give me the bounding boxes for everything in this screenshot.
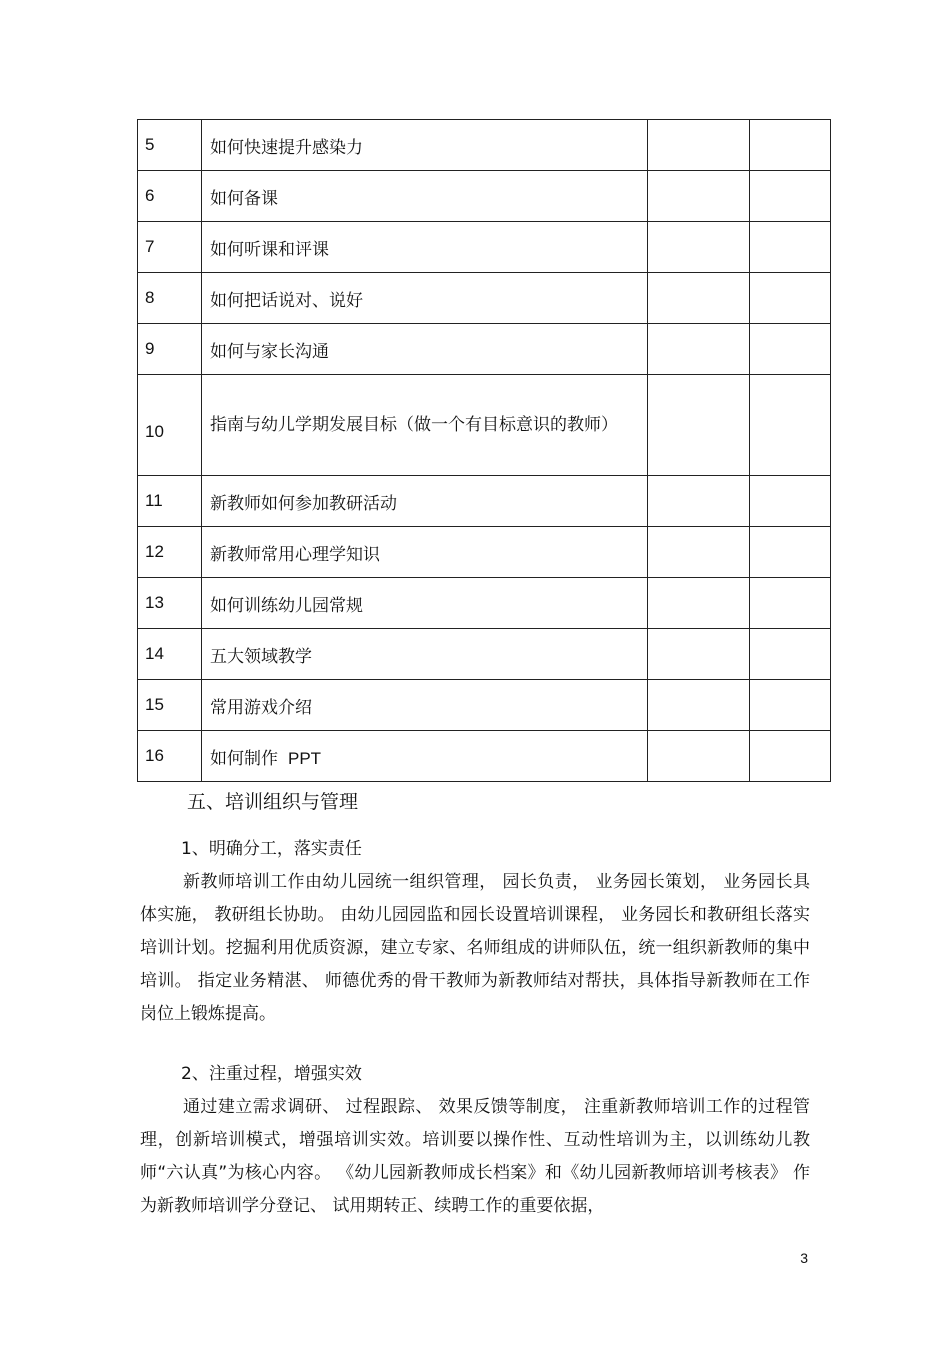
empty-cell — [750, 680, 831, 731]
table-row — [138, 629, 831, 680]
empty-cell — [750, 273, 831, 324]
course-title-suffix: PPT — [288, 748, 322, 768]
row-number: 12 — [138, 527, 202, 578]
table-row — [138, 731, 831, 782]
row-number: 7 — [138, 222, 202, 273]
row-number: 8 — [138, 273, 202, 324]
row-number: 16 — [138, 731, 202, 782]
empty-cell — [648, 120, 750, 171]
course-title: 如何训练幼儿园常规 — [202, 578, 648, 629]
empty-cell — [648, 476, 750, 527]
empty-cell — [750, 527, 831, 578]
empty-cell — [648, 171, 750, 222]
paragraph: 新教师培训工作由幼儿园统一组织管理， 园长负责， 业务园长策划， 业务园长具体实施， 教研组长协助。 由幼儿园园监和园长设置培训课程， 业务园长和教研组长落实培训计划。挖掘利用优质资源，建立专家、名师组成的讲师队伍，统一组织新教师的集中培训。 指定业务精湛、 师德优秀的骨干教师为新教师结对帮扶，具体指导新教师在工作岗位上锻炼提高。 — [140, 872, 810, 1024]
course-title — [202, 375, 648, 476]
table-row — [138, 375, 831, 476]
page-number: 3 — [800, 1250, 808, 1266]
table-row — [138, 120, 831, 171]
subsection-heading: 2、注重过程，增强实效 — [181, 1064, 362, 1084]
empty-cell — [750, 222, 831, 273]
row-number: 13 — [138, 578, 202, 629]
row-number: 14 — [138, 629, 202, 680]
course-title: 如何把话说对、说好 — [202, 273, 648, 324]
course-title: 如何与家长沟通 — [202, 324, 648, 375]
training-course-table — [137, 119, 831, 782]
row-number: 9 — [138, 324, 202, 375]
empty-cell — [750, 578, 831, 629]
table-row — [138, 527, 831, 578]
table-row — [138, 273, 831, 324]
row-number: 10 — [138, 375, 202, 476]
course-title: 常用游戏介绍 — [202, 680, 648, 731]
course-title — [202, 731, 648, 782]
empty-cell — [648, 222, 750, 273]
table-row — [138, 680, 831, 731]
empty-cell — [648, 731, 750, 782]
table-row — [138, 324, 831, 375]
empty-cell — [750, 731, 831, 782]
course-title-text: 指南与幼儿学期发展目标（做一个有目标意识的教师） — [210, 415, 618, 435]
empty-cell — [750, 476, 831, 527]
empty-cell — [648, 680, 750, 731]
table-row — [138, 171, 831, 222]
course-title: 如何备课 — [202, 171, 648, 222]
table-row — [138, 578, 831, 629]
empty-cell — [648, 324, 750, 375]
course-title: 如何快速提升感染力 — [202, 120, 648, 171]
row-number: 15 — [138, 680, 202, 731]
table-row — [138, 222, 831, 273]
empty-cell — [648, 629, 750, 680]
empty-cell — [648, 578, 750, 629]
course-title: 五大领域教学 — [202, 629, 648, 680]
row-number: 5 — [138, 120, 202, 171]
course-title: 新教师常用心理学知识 — [202, 527, 648, 578]
empty-cell — [750, 324, 831, 375]
empty-cell — [648, 273, 750, 324]
empty-cell — [648, 527, 750, 578]
course-title: 新教师如何参加教研活动 — [202, 476, 648, 527]
row-number: 11 — [138, 476, 202, 527]
empty-cell — [750, 171, 831, 222]
section-heading: 五、培训组织与管理 — [187, 791, 359, 813]
table-row — [138, 476, 831, 527]
empty-cell — [750, 120, 831, 171]
row-number: 6 — [138, 171, 202, 222]
paragraph: 通过建立需求调研、 过程跟踪、 效果反馈等制度， 注重新教师培训工作的过程管理，创新培训模式，增强培训实效。培训要以操作性、互动性培训为主，以训练幼儿教师“六认真”为核心内容。 《幼儿园新教师成长档案》和《幼儿园新教师培训考核表》 作为新教师培训学分登记、 试用期转正、续聘工作的重要依据， — [140, 1097, 810, 1216]
empty-cell — [750, 375, 831, 476]
course-title: 如何听课和评课 — [202, 222, 648, 273]
course-title-prefix: 如何制作 — [210, 748, 278, 769]
empty-cell — [648, 375, 750, 476]
empty-cell — [750, 629, 831, 680]
subsection-heading: 1、明确分工，落实责任 — [181, 839, 362, 859]
